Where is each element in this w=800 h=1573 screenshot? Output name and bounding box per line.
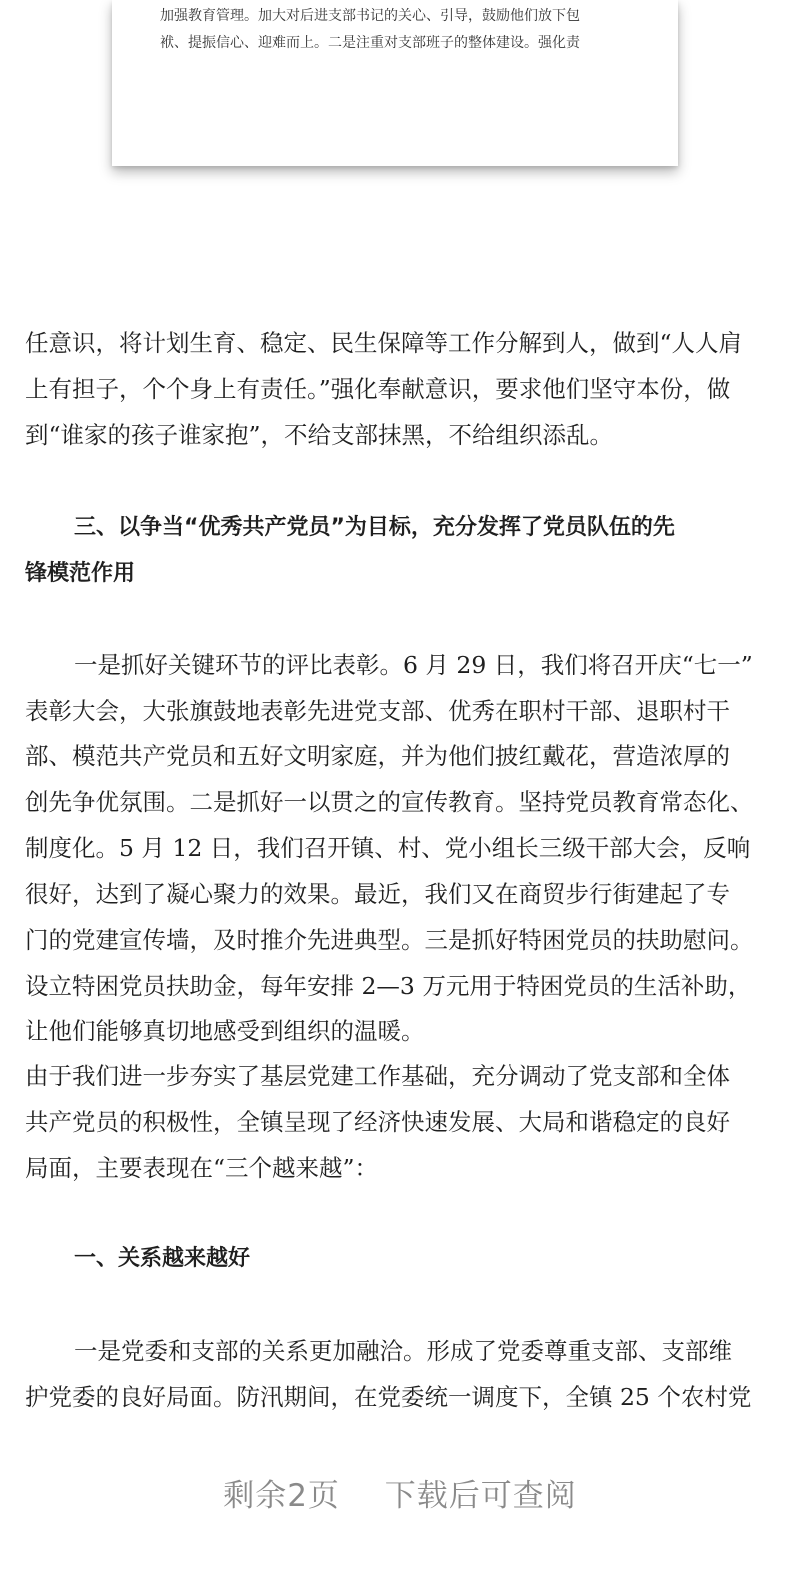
section-heading: 三、以争当“优秀共产党员”为目标，充分发挥了党员队伍的先	[74, 515, 675, 540]
paragraph-line: 门的党建宣传墙，及时推介先进典型。三是抓好特困党员的扶助慰问。	[25, 926, 754, 954]
preview-line: 加强教育管理。加大对后进支部书记的关心、引导，鼓励他们放下包	[160, 8, 580, 24]
paragraph-line: 表彰大会，大张旗鼓地表彰先进党支部、优秀在职村干部、退职村干	[25, 697, 730, 725]
download-prompt[interactable]	[0, 1470, 800, 1515]
paragraph-line: 一是抓好关键环节的评比表彰。6 月 29 日，我们将召开庆“七一”	[74, 651, 753, 679]
paragraph-line: 设立特困党员扶助金，每年安排 2—3 万元用于特困党员的生活补助，	[25, 972, 752, 1000]
remaining-pages-label: 剩余2页	[223, 1478, 340, 1514]
paragraph-line: 局面，主要表现在“三个越来越”：	[25, 1154, 379, 1182]
paragraph-line: 创先争优氛围。二是抓好一以贯之的宣传教育。坚持党员教育常态化、	[25, 788, 754, 816]
paragraph-line: 制度化。5 月 12 日，我们召开镇、村、党小组长三级干部大会，反响	[25, 834, 751, 862]
paragraph-line: 很好，达到了凝心聚力的效果。最近，我们又在商贸步行街建起了专	[25, 880, 730, 908]
paragraph-line: 部、模范共产党员和五好文明家庭，并为他们披红戴花，营造浓厚的	[25, 742, 730, 770]
paragraph-line: 一是党委和支部的关系更加融洽。形成了党委尊重支部、支部维	[74, 1337, 732, 1365]
paragraph-line: 任意识，将计划生育、稳定、民生保障等工作分解到人，做到“人人肩	[25, 329, 743, 357]
document-preview-card	[112, 0, 678, 166]
section-heading: 一、关系越来越好	[74, 1246, 251, 1271]
paragraph-line: 护党委的良好局面。防汛期间，在党委统一调度下，全镇 25 个农村党	[25, 1383, 752, 1411]
section-heading: 锋模范作用	[25, 561, 136, 586]
paragraph-line: 上有担子，个个身上有责任。”强化奉献意识，要求他们坚守本份，做	[25, 375, 731, 403]
paragraph-line: 让他们能够真切地感受到组织的温暖。	[25, 1017, 425, 1045]
paragraph-line: 由于我们进一步夯实了基层党建工作基础，充分调动了党支部和全体	[25, 1062, 730, 1090]
paragraph-line: 到“谁家的孩子谁家抱”，不给支部抹黑，不给组织添乱。	[25, 421, 614, 449]
download-hint-label[interactable]: 下载后可查阅	[384, 1478, 577, 1514]
paragraph-line: 共产党员的积极性，全镇呈现了经济快速发展、大局和谐稳定的良好	[25, 1108, 730, 1136]
preview-line: 袱、提振信心、迎难而上。二是注重对支部班子的整体建设。强化责	[160, 35, 580, 51]
